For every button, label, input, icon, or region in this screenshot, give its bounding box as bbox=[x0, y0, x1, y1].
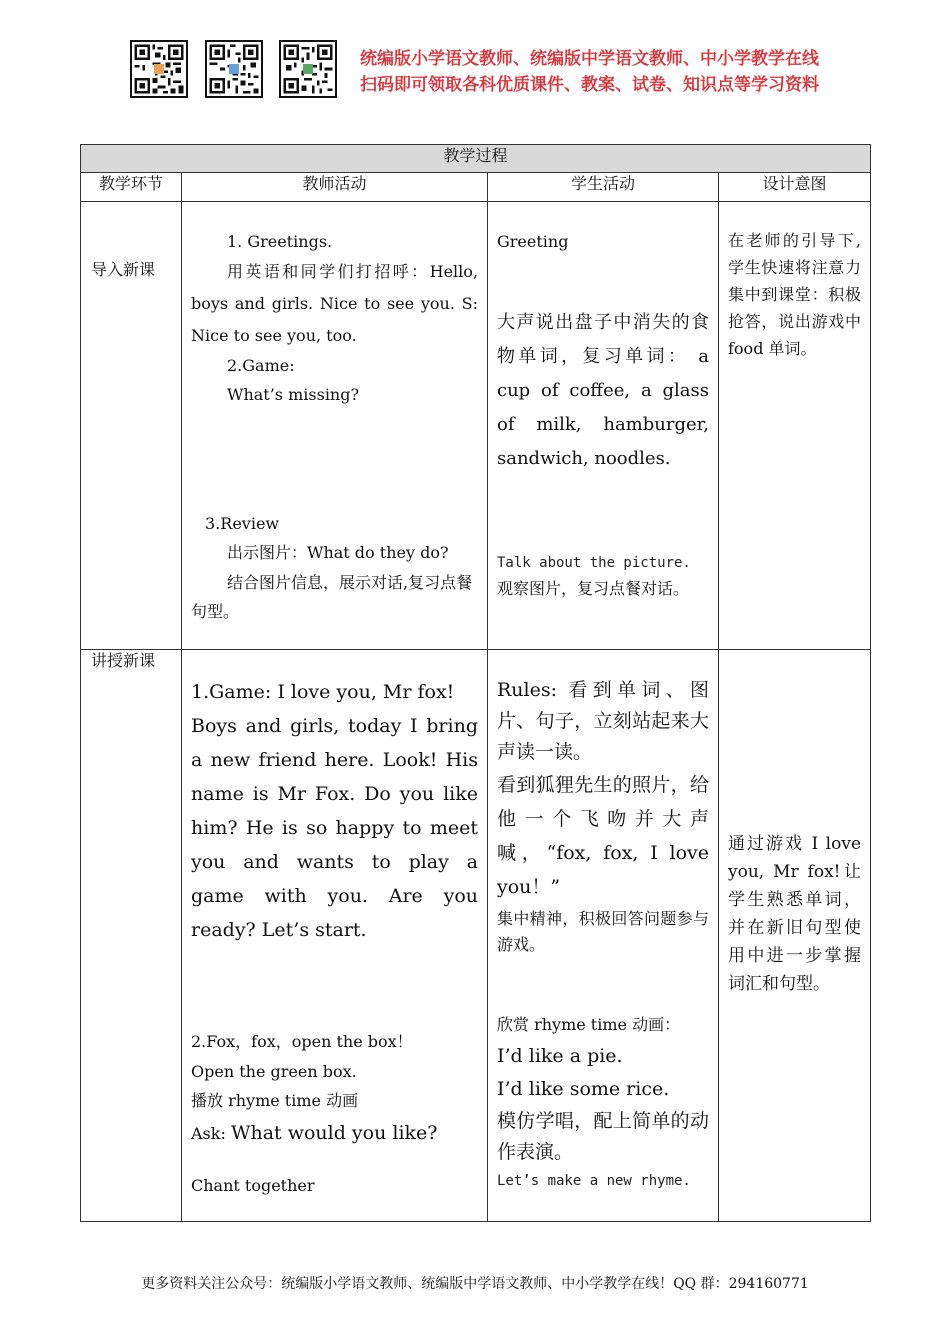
imitate-text: 模仿学唱，配上简单的动作表演。 bbox=[497, 1110, 709, 1163]
ask-text: What would you like? bbox=[230, 1122, 438, 1144]
student-talk: Talk about the picture. bbox=[497, 555, 691, 571]
student-missing-food: 大声说出盘子中消失的食物单词，复习单词： a cup of coffee, a glass of milk, hamburger, sandwich, noodles. bbox=[497, 312, 709, 469]
teacher-activity-cell bbox=[182, 202, 488, 650]
banner-text bbox=[360, 46, 830, 98]
design-intent-cell bbox=[719, 650, 871, 1222]
ask-label: Ask: bbox=[191, 1124, 231, 1143]
greetings-title: 1. Greetings. bbox=[227, 232, 333, 251]
design-intent-text: 在老师的引导下,学生快速将注意力集中到课堂：积极抢答，说出游戏中 food 单词。 bbox=[728, 231, 862, 358]
stage-label: 导入新课 bbox=[91, 260, 156, 279]
design-intent-cell bbox=[719, 202, 871, 650]
qr-code-icon bbox=[130, 40, 188, 98]
table-row bbox=[81, 650, 871, 1222]
rhyme-line-rice: I’d like some rice. bbox=[497, 1078, 670, 1100]
stage-cell bbox=[81, 202, 182, 650]
teaching-process-table bbox=[80, 144, 871, 1222]
box-line-1: Open the green box. bbox=[191, 1062, 357, 1081]
ask-line bbox=[191, 1115, 478, 1152]
box-line-2: 播放 rhyme time 动画 bbox=[191, 1091, 359, 1110]
qr-code-icon bbox=[205, 40, 263, 98]
new-rhyme-text: Let’s make a new rhyme. bbox=[497, 1173, 691, 1189]
table-title: 教学过程 bbox=[81, 145, 871, 173]
box-title: 2.Fox，fox，open the box！ bbox=[191, 1032, 413, 1051]
page-footer: 更多资料关注公众号：统编版小学语文教师、统编版中学语文教师、中小学教学在线！QQ 群：294160771 bbox=[141, 1276, 809, 1292]
stage-cell bbox=[81, 650, 182, 1222]
table-row bbox=[81, 202, 871, 650]
stage-label: 讲授新课 bbox=[91, 651, 156, 670]
column-header: 学生活动 bbox=[488, 173, 719, 202]
rhyme-intro: 欣赏 rhyme time 动画： bbox=[497, 1015, 681, 1034]
fox-photo-text: 看到狐狸先生的照片，给他一个飞吻并大声喊，“fox, fox, I love you！” bbox=[497, 774, 709, 898]
focus-text: 集中精神，积极回答问题参与游戏。 bbox=[497, 909, 709, 954]
column-header: 设计意图 bbox=[719, 173, 871, 202]
student-activity-cell bbox=[488, 202, 719, 650]
review-line-1: 出示图片：What do they do? bbox=[227, 543, 449, 562]
review-line-2: 结合图片信息，展示对话,复习点餐句型。 bbox=[191, 573, 473, 621]
game-text: What’s missing? bbox=[227, 385, 360, 404]
greetings-text: 用英语和同学们打招呼：Hello, boys and girls. Nice to see you. S: Nice to see you, too. bbox=[191, 262, 478, 345]
fox-game-title: 1.Game: I love you, Mr fox! bbox=[191, 681, 455, 703]
student-activity-cell bbox=[488, 650, 719, 1222]
qr-code-icon bbox=[279, 40, 337, 98]
design-intent-text: 通过游戏 I love you, Mr fox!让学生熟悉单词，并在新旧句型使用中进一步掌握词汇和句型。 bbox=[728, 834, 862, 994]
rhyme-line-pie: I’d like a pie. bbox=[497, 1045, 623, 1067]
banner-line-1: 统编版小学语文教师、统编版中学语文教师、中小学教学在线 bbox=[360, 49, 819, 69]
student-greeting: Greeting bbox=[497, 232, 569, 251]
column-header: 教学环节 bbox=[81, 173, 182, 202]
game-title: 2.Game: bbox=[227, 356, 295, 375]
review-title: 3.Review bbox=[205, 514, 280, 533]
student-observe: 观察图片，复习点餐对话。 bbox=[497, 579, 690, 598]
rules-text: Rules: 看到单词、图片、句子，立刻站起来大声读一读。 bbox=[497, 679, 709, 763]
fox-game-text: Boys and girls, today I bring a new friend here. Look! His name is Mr Fox. Do you like him? He is so happy to meet you and wants to play a game with you. Are you ready? Let’s start. bbox=[191, 715, 478, 941]
banner-line-2: 扫码即可领取各科优质课件、教案、试卷、知识点等学习资料 bbox=[360, 75, 819, 95]
column-header: 教师活动 bbox=[182, 173, 488, 202]
chant-line: Chant together bbox=[191, 1176, 315, 1195]
teacher-activity-cell bbox=[182, 650, 488, 1222]
